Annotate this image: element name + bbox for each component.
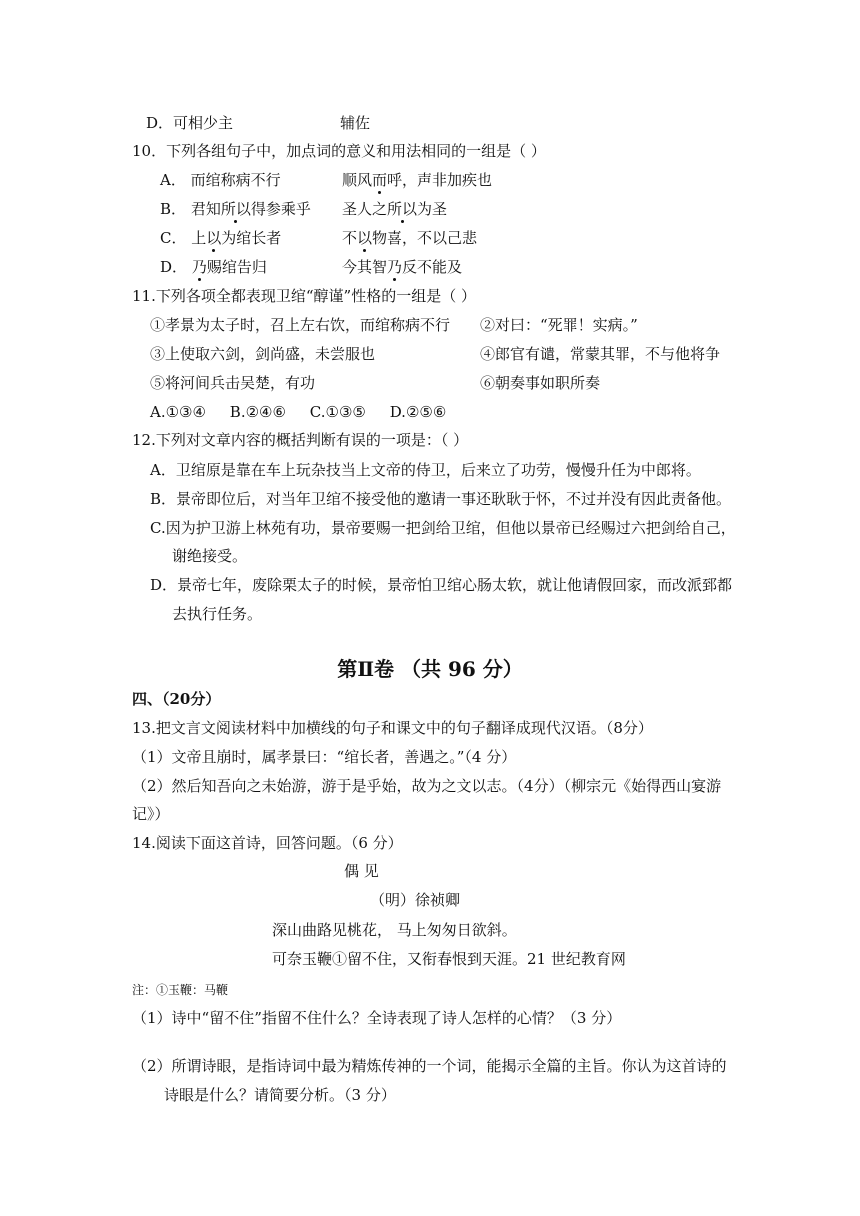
q14-question-2: （2）所谓诗眼，是指诗词中最为精炼传神的一个词，能揭示全篇的主旨。你认为这首诗的 [132, 1057, 727, 1075]
q11-choice-b: B.②④⑥ [229, 403, 286, 421]
option-sentence-1: 乃赐绾告归 [191, 258, 267, 276]
poem-note: 注：①玉鞭：马鞭 [132, 983, 229, 997]
q10-option-b-sentence-2: 圣人之所以为圣 [342, 200, 448, 218]
emphasis-dot-word: 所以 [387, 200, 418, 218]
poem-author: （明）徐祯卿 [370, 891, 461, 909]
q11-item-2: ②对曰：“死罪！实病。” [480, 316, 638, 334]
q14-question-2-cont: 诗眼是什么？请简要分析。（3 分） [164, 1086, 396, 1104]
q14-question-1: （1）诗中“留不住”指留不住什么？全诗表现了诗人怎样的心情？（3 分） [132, 1009, 622, 1027]
q11-choices [150, 402, 446, 422]
poem-line-1: 深山曲路见桃花， 马上匆匆日欲斜。 [272, 921, 517, 939]
q12-option-c: C.因为护卫游上林苑有功，景帝要赐一把剑给卫绾，但他以景帝已经赐过六把剑给自己， [150, 519, 736, 537]
q14-stem: 14.阅读下面这首诗，回答问题。（6 分） [132, 834, 403, 852]
emphasis-dot-word: 乃 [387, 258, 403, 276]
q12-option-a: A．卫绾原是靠在车上玩杂技当上文帝的侍卫，后来立了功劳，慢慢升任为中郎将。 [150, 461, 701, 479]
option-sentence-1: 上以为绾长者 [191, 229, 282, 247]
q11-choice-c: C.①③⑤ [309, 403, 366, 421]
q13-stem: 13.把文言文阅读材料中加横线的句子和课文中的句子翻译成现代汉语。（8分） [132, 719, 653, 737]
emphasis-dot-word: 乃 [191, 258, 207, 276]
poem-line-2: 可奈玉鞭①留不住，又衔春恨到天涯。21 世纪教育网 [272, 950, 626, 968]
q13-sentence-2-cont: 记》） [132, 805, 170, 823]
option-letter: A． [160, 171, 186, 189]
emphasis-dot-word: 以 [206, 229, 222, 247]
q11-item-6: ⑥朝奏事如职所奏 [480, 374, 601, 392]
option-letter: D． [160, 258, 188, 276]
option-letter: B． [160, 200, 187, 218]
q9-option-d-label: D．可相少主 [146, 114, 234, 132]
q11-item-4: ④郎官有谴，常蒙其罪，不与他将争 [480, 345, 721, 363]
q12-option-c-cont: 谢绝接受。 [172, 547, 248, 565]
part-2-title: 第Ⅱ卷 （共 96 分） [337, 657, 523, 681]
q10-option-c-sentence-2: 不以物喜，不以己悲 [342, 229, 478, 247]
q11-item-5: ⑤将河间兵击吴楚，有功 [150, 374, 316, 392]
q10-option-c [160, 228, 281, 248]
emphasis-dot-word: 所以 [220, 200, 251, 218]
q13-sentence-2: （2）然后知吾向之未始游，游于是乎始，故为之文以志。（4分）（柳宗元《始得西山宴游 [132, 777, 722, 795]
q10-option-a [160, 170, 281, 190]
q10-option-d-sentence-2: 今其智乃反不能及 [342, 258, 463, 276]
q10-option-b [160, 199, 311, 219]
q11-item-3: ③上使取六剑，剑尚盛，未尝服也 [150, 345, 376, 363]
q10-option-d [160, 257, 267, 277]
option-letter: C． [160, 229, 187, 247]
q11-choice-d: D.②⑤⑥ [389, 403, 447, 421]
q9-option-d [146, 113, 233, 133]
poem-title: 偶 见 [344, 862, 379, 880]
q10-option-a-sentence-2: 顺风而呼，声非加疾也 [342, 171, 493, 189]
q13-sentence-1: （1）文帝且崩时，属孝景曰：“绾长者，善遇之。”（4 分） [132, 748, 517, 766]
q12-stem: 12.下列对文章内容的概括判断有误的一项是：（ ） [132, 431, 469, 449]
option-sentence-1: 而绾称病不行 [190, 171, 281, 189]
q11-item-1: ①孝景为太子时，召上左右饮，而绾称病不行 [150, 316, 451, 334]
emphasis-dot-word: 以 [357, 229, 373, 247]
section-4-heading: 四、（20分） [132, 690, 221, 708]
q12-option-d-cont: 去执行任务。 [172, 605, 263, 623]
q11-stem: 11.下列各项全都表现卫绾“醇谨”性格的一组是（ ） [132, 287, 476, 305]
emphasis-dot-word: 而 [372, 171, 388, 189]
q11-choice-a: A.①③④ [150, 403, 206, 421]
q12-option-d: D．景帝七年，废除栗太子的时候，景帝怕卫绾心肠太软，就让他请假回家，而改派郅都 [150, 576, 733, 594]
q12-option-b: B．景帝即位后，对当年卫绾不接受他的邀请一事还耿耿于怀，不过并没有因此责备他。 [150, 490, 732, 508]
q10-stem: 10．下列各组句子中，加点词的意义和用法相同的一组是（ ） [132, 142, 546, 160]
option-sentence-1: 君知所以得参乘乎 [190, 200, 311, 218]
q9-option-d-meaning: 辅佐 [340, 114, 371, 132]
